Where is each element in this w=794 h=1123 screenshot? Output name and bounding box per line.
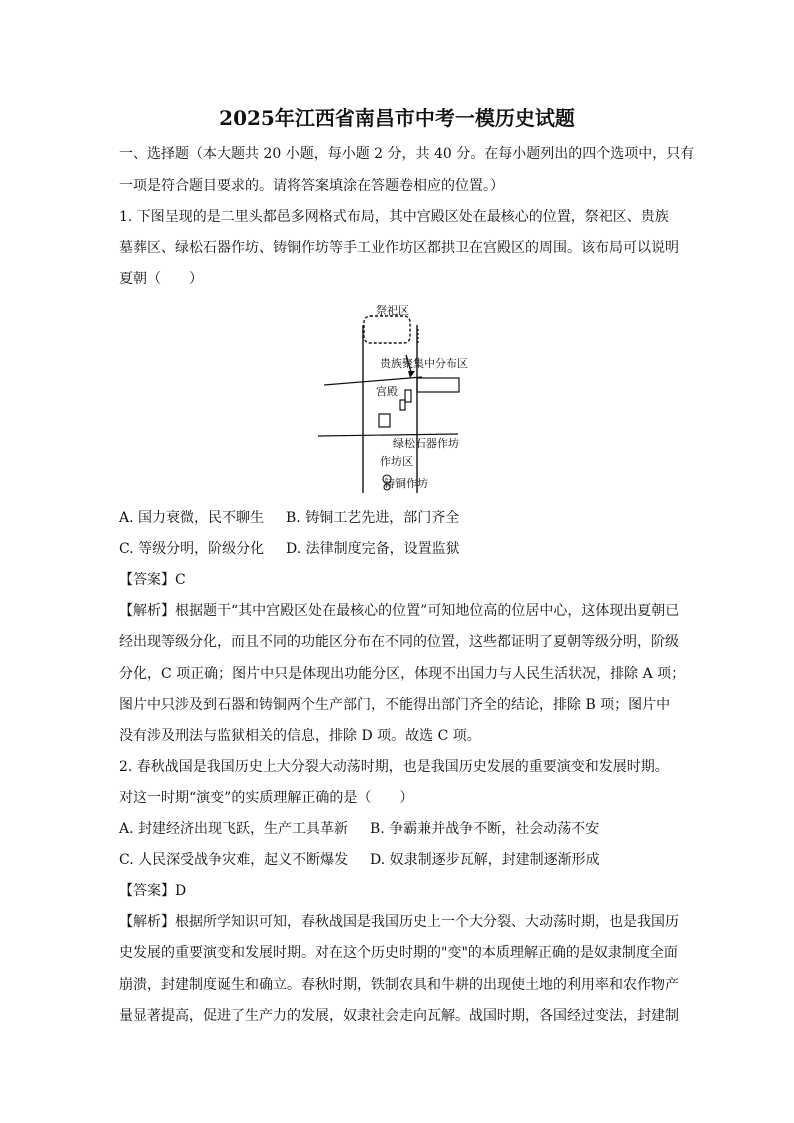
- erlitou-layout-diagram: [316, 297, 476, 497]
- q1-analysis-line-4: 图片中只涉及到石器和铸铜两个生产部门，不能得出部门齐全的结论，排除 B 项；图片中: [119, 697, 671, 713]
- q1-analysis-line-1: 【解析】根据题干“其中宫殿区处在最核心的位置”可知地位高的位居中心，这体现出夏朝已: [119, 603, 680, 619]
- label-workshop-area: 作坊区: [380, 455, 413, 468]
- q2-analysis-line-3: 崩溃，封建制度诞生和确立。春秋时期，铁制农具和牛耕的出现使土地的利用率和农作物产: [119, 977, 679, 993]
- q1-stem-line-2: 墓葬区、绿松石器作坊、铸铜作坊等手工业作坊区都拱卫在宫殿区的周围。该布局可以说明: [119, 240, 679, 256]
- sacrifice-area-box: [364, 316, 410, 343]
- q1-analysis-line-2: 经出现等级分化，而且不同的功能区分布在不同的位置，这些都证明了夏朝等级分明，阶级: [119, 634, 679, 650]
- section-intro-line-2: 一项是符合题目要求的。请将答案填涂在答题卷相应的位置。）: [119, 178, 504, 194]
- q1-option-d: D. 法律制度完备，设置监狱: [286, 541, 460, 557]
- erlitou-layout-svg: [316, 297, 476, 497]
- q1-stem-line-1: 1. 下图呈现的是二里头都邑多网格式布局，其中宫殿区处在最核心的位置，祭祀区、贵族: [119, 209, 669, 225]
- q2-analysis-line-1: 【解析】根据所学知识可知，春秋战国是我国历史上一个大分裂、大动荡时期，也是我国历: [119, 914, 679, 930]
- q2-stem-line-1: 2. 春秋战国是我国历史上大分裂大动荡时期，也是我国历史发展的重要演变和发展时期。: [119, 759, 669, 775]
- exam-title: 2025年江西省南昌市中考一模历史试题: [219, 106, 575, 130]
- palace-building-1: [405, 390, 411, 402]
- label-palace: 宫殿: [376, 385, 398, 398]
- label-bronze-workshop: 铸铜作坊: [384, 477, 428, 490]
- section-intro-line-1: 一、选择题（本大题共 20 小题，每小题 2 分，共 40 分。在每小题列出的四个选项中，只有: [119, 146, 695, 162]
- q2-analysis-line-4: 量显著提高，促进了生产力的发展，奴隶社会走向瓦解。战国时期，各国经过变法，封建制: [119, 1008, 679, 1024]
- q2-option-c: C. 人民深受战争灾难，起义不断爆发: [119, 852, 349, 868]
- q1-option-a: A. 国力衰微，民不聊生: [119, 510, 265, 526]
- palace-building-2: [400, 400, 405, 410]
- q2-option-d: D. 奴隶制逐步瓦解，封建制逐渐形成: [370, 852, 600, 868]
- q2-option-b: B. 争霸兼并战争不断，社会动荡不安: [370, 821, 600, 837]
- q1-option-c: C. 等级分明，阶级分化: [119, 541, 265, 557]
- label-sacrifice-area: 祭祀区: [376, 304, 409, 317]
- q2-stem-line-2: 对这一时期“演变”的实质理解正确的是（ ）: [119, 790, 414, 806]
- q2-analysis-line-2: 史发展的重要演变和发展时期。对在这个历史时期的"变"的本质理解正确的是奴隶制度全面: [119, 945, 678, 961]
- q2-option-a: A. 封建经济出现飞跃，生产工具革新: [119, 821, 349, 837]
- q1-answer: 【答案】C: [119, 572, 186, 588]
- q1-stem-line-3: 夏朝（ ）: [119, 271, 203, 287]
- palace-building-3: [379, 414, 390, 427]
- q1-analysis-line-3: 分化，C 项正确；图片中只是体现出功能分区，体现不出国力与人民生活状况，排除 A 项；: [119, 666, 686, 682]
- q1-option-b: B. 铸铜工艺先进，部门齐全: [286, 510, 460, 526]
- label-turquoise-workshop: 绿松石器作坊: [393, 437, 459, 450]
- q2-answer: 【答案】D: [119, 883, 187, 899]
- noble-area-box: [417, 378, 459, 392]
- q1-analysis-line-5: 没有涉及刑法与监狱相关的信息，排除 D 项。故选 C 项。: [119, 728, 481, 744]
- label-noble-area: 贵族聚集中分布区: [380, 357, 468, 370]
